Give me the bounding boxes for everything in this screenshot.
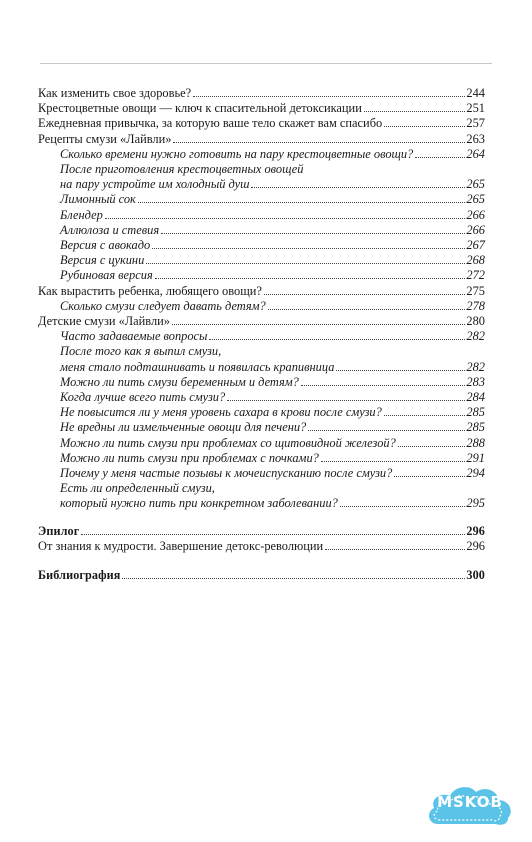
toc-entry-title: Версия с цукини	[60, 253, 145, 268]
toc-entry-title: Часто задаваемые вопросы	[60, 329, 208, 344]
dot-leader	[308, 430, 465, 431]
toc-entry-page: 280	[466, 314, 485, 329]
toc-entry	[38, 284, 485, 299]
dot-leader	[105, 218, 466, 219]
toc-line	[38, 238, 485, 253]
toc-entry-title: который нужно пить при конкретном заболевании?	[60, 496, 338, 511]
toc-entry-title: Библиография	[38, 568, 121, 583]
dot-leader	[122, 578, 465, 579]
toc-entry-page: 296	[466, 523, 485, 538]
toc-entry-page: 283	[466, 374, 485, 389]
toc-subentry	[38, 253, 485, 268]
dot-leader	[193, 96, 465, 97]
dot-leader	[394, 476, 465, 477]
dot-leader	[251, 187, 465, 188]
toc-line	[38, 329, 485, 344]
dot-leader	[209, 339, 465, 340]
toc-entry-title: Когда лучше всего пить смузи?	[60, 390, 226, 405]
toc-subentry	[38, 390, 485, 405]
toc-entry-title: После приготовления крестоцветных овощей	[60, 162, 304, 177]
toc-entry-page: 295	[466, 496, 485, 511]
toc-entry-title: Эпилог	[38, 523, 80, 538]
toc-entry-title: После того как я выпил смузи,	[60, 344, 222, 359]
toc-entry-title: Можно ли пить смузи при проблемах с почками?	[60, 450, 319, 465]
section-gap	[38, 512, 485, 524]
toc-entry	[38, 314, 485, 329]
dot-leader	[173, 142, 465, 143]
toc-subentry	[38, 238, 485, 253]
toc-line	[38, 192, 485, 207]
toc-entry	[38, 101, 485, 116]
dot-leader	[227, 400, 465, 401]
table-of-contents	[38, 86, 485, 583]
toc-entry-page: 285	[466, 420, 485, 435]
watermark-text: MSKOB	[437, 793, 503, 811]
toc-line	[38, 132, 485, 147]
dot-leader	[415, 157, 465, 158]
toc-line	[38, 405, 485, 420]
toc-entry-page: 288	[466, 435, 485, 450]
toc-entry-title: на пару устройте им холодный душ	[60, 177, 250, 192]
toc-line	[38, 223, 485, 238]
toc-line	[38, 147, 485, 162]
toc-entry-title: Ежедневная привычка, за которую ваше тело скажет вам спасибо	[38, 116, 383, 131]
toc-entry-title: меня стало подташнивать и появилась крапивница	[60, 359, 335, 374]
toc-subentry	[38, 192, 485, 207]
toc-entry-title: Почему у меня частые позывы к мочеиспусканию после смузи?	[60, 466, 393, 481]
toc-entry-title: Аллюлоза и стевия	[60, 222, 160, 237]
toc-line	[38, 101, 485, 116]
dot-leader	[301, 385, 466, 386]
watermark-badge	[424, 780, 516, 830]
toc-line	[38, 299, 485, 314]
toc-entry-title: Рецепты смузи «Лайвли»	[38, 131, 172, 146]
toc-entry-title: Детские смузи «Лайвли»	[38, 314, 171, 329]
toc-entry-page: 251	[466, 101, 485, 116]
toc-line	[38, 420, 485, 435]
toc-line	[38, 208, 485, 223]
dot-leader	[155, 278, 466, 279]
dot-leader	[325, 549, 465, 550]
toc-entry-epilogue-sub	[38, 539, 485, 554]
toc-subentry	[38, 268, 485, 283]
top-rule	[40, 63, 492, 64]
toc-entry-title: Сколько смузи следует давать детям?	[60, 298, 266, 313]
toc-subentry	[38, 162, 485, 192]
toc-subentry	[38, 208, 485, 223]
toc-entry-title: Можно ли пить смузи беременным и детям?	[60, 374, 299, 389]
toc-line	[38, 116, 485, 131]
toc-entry-epilogue	[38, 524, 485, 539]
toc-entry-title: Рубиновая версия	[60, 268, 153, 283]
toc-entry-page: 264	[466, 146, 485, 161]
toc-main-section	[38, 86, 485, 512]
dot-leader	[81, 534, 465, 535]
toc-entry-bibliography	[38, 568, 485, 583]
toc-entry-title: От знания к мудрости. Завершение детокс-революции	[38, 538, 324, 553]
toc-line	[38, 314, 485, 329]
toc-entry-title: Лимонный сок	[60, 192, 136, 207]
toc-subentry	[38, 405, 485, 420]
toc-subentry	[38, 223, 485, 238]
toc-entry-page: 244	[466, 86, 485, 100]
section-gap	[38, 554, 485, 568]
toc-entry-page: 278	[466, 298, 485, 313]
toc-entry-page: 282	[466, 329, 485, 344]
toc-entry-page: 284	[466, 390, 485, 405]
dot-leader	[336, 370, 465, 371]
toc-entry-title: Как вырастить ребенка, любящего овощи?	[38, 283, 262, 298]
toc-subentry	[38, 451, 485, 466]
dot-leader	[384, 126, 465, 127]
toc-subentry	[38, 299, 485, 314]
toc-entry	[38, 86, 485, 101]
toc-line	[38, 162, 485, 177]
toc-entry-title: Можно ли пить смузи при проблемах со щитовидной железой?	[60, 435, 396, 450]
toc-entry	[38, 132, 485, 147]
toc-entry-page: 285	[466, 405, 485, 420]
toc-subentry	[38, 344, 485, 374]
dot-leader	[172, 324, 465, 325]
toc-line	[38, 496, 485, 511]
toc-subentry	[38, 375, 485, 390]
toc-entry-page: 294	[466, 466, 485, 481]
toc-line	[38, 253, 485, 268]
toc-entry-title: Сколько времени нужно готовить на пару крестоцветные овощи?	[60, 146, 414, 161]
toc-line	[38, 436, 485, 451]
dot-leader	[152, 248, 465, 249]
toc-line	[38, 86, 485, 101]
toc-line	[38, 466, 485, 481]
toc-line	[38, 177, 485, 192]
dot-leader	[321, 461, 466, 462]
toc-entry-page: 263	[466, 131, 485, 146]
toc-entry-page: 257	[466, 116, 485, 131]
toc-entry-title: Крестоцветные овощи — ключ к спасительной детоксикации	[38, 101, 362, 116]
toc-line	[38, 268, 485, 283]
toc-entry-page: 272	[466, 268, 485, 283]
toc-line	[38, 344, 485, 359]
dot-leader	[161, 233, 465, 234]
toc-subentry	[38, 466, 485, 481]
toc-subentry	[38, 481, 485, 511]
toc-entry-title: Версия с авокадо	[60, 238, 151, 253]
toc-line	[38, 451, 485, 466]
toc-line	[38, 284, 485, 299]
toc-entry-page: 268	[466, 253, 485, 268]
dot-leader	[364, 111, 466, 112]
toc-line	[38, 375, 485, 390]
toc-entry-title: Не повысится ли у меня уровень сахара в крови после смузи?	[60, 405, 382, 420]
toc-entry-page: 282	[466, 359, 485, 374]
toc-subentry	[38, 420, 485, 435]
toc-entry	[38, 116, 485, 131]
toc-entry-page: 265	[466, 177, 485, 192]
toc-entry-page: 275	[466, 283, 485, 298]
toc-entry-page: 291	[466, 450, 485, 465]
dot-leader	[398, 446, 466, 447]
dot-leader	[340, 506, 466, 507]
toc-subentry	[38, 147, 485, 162]
toc-entry-title: Есть ли определенный смузи,	[60, 481, 215, 496]
toc-entry-page: 265	[466, 192, 485, 207]
toc-entry-page: 267	[466, 238, 485, 253]
toc-entry-title: Не вредны ли измельченные овощи для печени?	[60, 420, 307, 435]
toc-line	[38, 481, 485, 496]
toc-entry-page: 300	[466, 568, 485, 583]
dot-leader	[384, 415, 466, 416]
toc-line	[38, 360, 485, 375]
dot-leader	[138, 202, 466, 203]
dot-leader	[268, 309, 466, 310]
dot-leader	[146, 263, 465, 264]
toc-entry-title: Как изменить свое здоровье?	[38, 86, 192, 100]
toc-entry-page: 266	[466, 222, 485, 237]
toc-entry-page: 296	[466, 538, 485, 553]
toc-entry-page: 266	[466, 207, 485, 222]
dot-leader	[264, 294, 466, 295]
toc-line	[38, 390, 485, 405]
toc-entry-title: Блендер	[60, 207, 103, 222]
toc-subentry	[38, 436, 485, 451]
toc-subentry	[38, 329, 485, 344]
